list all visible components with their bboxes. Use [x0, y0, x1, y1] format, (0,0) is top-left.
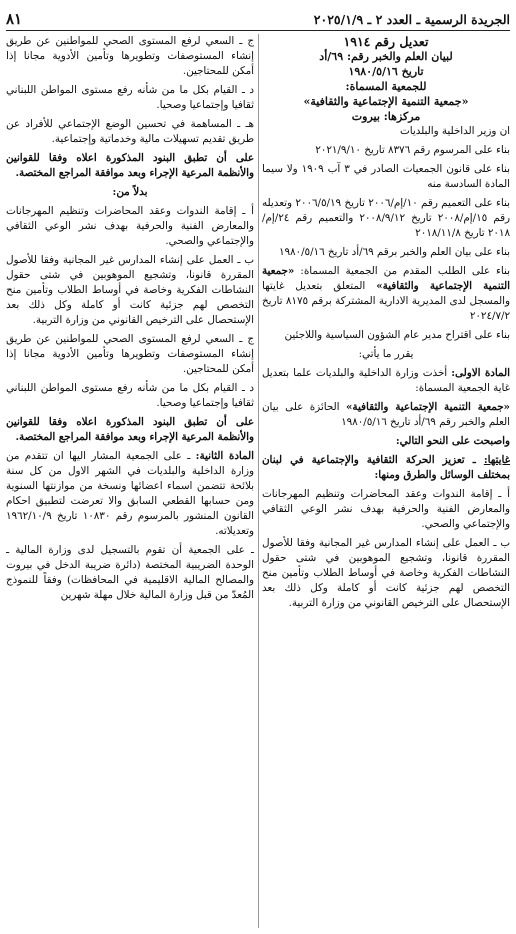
list-item: ج ـ السعي لرفع المستوى الصحي للمواطنين عن طريق إنشاء المستوصفات وتطويرها وتأمين الأدوية مجانا إذا أمكن للمحتاجين. [6, 35, 254, 77]
goals [262, 453, 510, 483]
paragraph: بناء على المرسوم رقم ٨٣٧٦ تاريخ ٢٠٢١/٩/١٠ [315, 144, 510, 156]
goals-text: ـ تعزيز الحركة الثقافية والإجتماعية في لبنان بمختلف الوسائل والطرق ومنها: [262, 454, 510, 481]
association-name: «جمعية التنمية الإجتماعية والثقافية» [345, 401, 510, 413]
article-1 [262, 366, 510, 396]
text: المتعلق بتعديل غايتها والمسجل لدى المديرية الادارية المشتركة برقم ٨١٧٥ تاريخ ٢٠٢٤/٧/٢ [262, 280, 510, 322]
amendment-line: تاريخ ١٩٨٠/٥/١٦ [348, 65, 424, 78]
note: على أن تطبق البنود المذكورة اعلاه وفقا للقوانين والأنظمة المرعية الإجراء وبعد موافقة المراجع المختصة. [6, 152, 254, 179]
note: على أن تطبق البنود المذكورة اعلاه وفقا للقوانين والأنظمة المرعية الإجراء وبعد موافقة المراجع المختصة. [6, 416, 254, 443]
list-item: د ـ القيام بكل ما من شأنه رفع مستوى المواطن اللبناني ثقافيا وإجتماعيا وصحيا. [6, 84, 254, 111]
list-item: أ ـ إقامة الندوات وعقد المحاضرات وتنظيم المهرجانات والمعارض الفنية والحرفية بهدف نشر الوعي الثقافي والإجتماعي والصحي. [262, 488, 510, 530]
list-item: ج ـ السعي لرفع المستوى الصحي للمواطنين عن طريق إنشاء المستوصفات وتطويرها وتأمين الأدوية مجانا إذا أمكن للمحتاجين. [6, 333, 254, 375]
amendment-line: للجمعية المسماة: [345, 80, 427, 93]
article-label: المادة الاولى: [451, 367, 510, 379]
amendment-line: «جمعية التنمية الإجتماعية والثقافية» [303, 95, 469, 108]
paragraph: واصبحت على النحو التالي: [395, 435, 510, 447]
paragraph [262, 264, 510, 324]
right-column [262, 34, 510, 928]
list-item: د ـ القيام بكل ما من شأنه رفع مستوى المواطن اللبناني ثقافيا وإجتماعيا وصحيا. [6, 382, 254, 409]
text: الحائزة على بيان العلم والخبر رقم ٦٩/أد تاريخ ١٩٨٠/٥/١٦ [262, 401, 510, 428]
column-divider [258, 34, 259, 928]
text: بناء على الطلب المقدم من الجمعية المسماة: [300, 265, 510, 277]
amendment-title: تعديل رقم ١٩١٤ [343, 34, 429, 49]
amendment-line: لبيان العلم والخبر رقم: ٦٩/أد [319, 50, 453, 63]
gazette-title: الجريدة الرسمية ـ العدد ٢ ـ ٢٠٢٥/١/٩ [313, 12, 510, 27]
article-label: المادة الثانية: [195, 450, 254, 462]
instead-heading: بدلاً من: [112, 186, 148, 198]
amendment-heading [262, 34, 510, 124]
paragraph: بناء على اقتراح مدير عام الشؤون السياسية واللاجئين [284, 329, 510, 341]
left-column [6, 34, 254, 928]
article-text: ـ على الجمعية المشار اليها ان تتقدم من وزارة الداخلية والبلديات في الشهر الاول من كل سنة بلائحة تتضمن اسماء اعضائها ونسخة من موازنتها السنوية ومن حسابها القطعي السابق والا تعرضت لتطبيق احكام القانون المنشور بالمرسوم رقم ١٠٨٣٠ تاريخ ١٩٦٢/١٠/٩ وتعديلاته. [6, 450, 254, 537]
article-2 [6, 449, 254, 539]
paragraph: ـ على الجمعية أن تقوم بالتسجيل لدى وزارة المالية ـ الوحدة الضريبية المختصة (دائرة ضريبة الدخل في بيروت والمصالح المالية الاقليمية في المحافظات) وفقاً للنموذج المُعدّ من قبل وزارة المالية خلال مهلة شهرين [6, 544, 254, 601]
paragraph: بناء على التعميم رقم ١٠/إم/٢٠٠٦ تاريخ ٢٠٠٦/٥/١٩ وتعديله رقم ١٥/إم/٢٠٠٨ تاريخ ٢٠٠٨/٩/١٢ والتعميم رقم ٢٤/إم/٢٠١٨ تاريخ ٢٠١٨/١١/٨ [262, 197, 510, 239]
list-item: ب ـ العمل على إنشاء المدارس غير المجانية وفقا للأصول المقررة قانونا، وتشجيع الموهوبين في شتى حقول النشاطات الفكرية وخاصة في أوساط الطلاب وتأمين منح التخصص لهم جزئية كانت أو كاملة وكل ذلك بعد الإستحصال على الترخيص القانوني من وزارة التربية. [6, 254, 254, 326]
paragraph: بناء على قانون الجمعيات الصادر في ٣ آب ١٩٠٩ ولا سيما المادة السادسة منه [262, 163, 510, 190]
paragraph: ان وزير الداخلية والبلديات [400, 125, 510, 137]
list-item: ب ـ العمل على إنشاء المدارس غير المجانية وفقا للأصول المقررة قانونا، وتشجيع الموهوبين في شتى حقول النشاطات الفكرية وخاصة في أوساط الطلاب وتأمين منح التخصص لهم جزئية كانت أو كاملة وكل ذلك بعد الإستحصال على الترخيص القانوني من وزارة التربية. [262, 537, 510, 609]
page-number: ٨١ [6, 10, 23, 28]
association-name: «جمعية التنمية الإجتماعية والثقافية» [262, 265, 510, 292]
list-item: أ ـ إقامة الندوات وعقد المحاضرات وتنظيم المهرجانات والمعارض الفنية والحرفية بهدف نشر الوعي الثقافي والإجتماعي والصحي. [6, 205, 254, 247]
paragraph: بناء على بيان العلم والخبر برقم ٦٩/أد تاريخ ١٩٨٠/٥/١٦ [278, 246, 510, 258]
page-header [6, 4, 510, 31]
list-item: هـ ـ المساهمة في تحسين الوضع الإجتماعي للأفراد عن طريق تقديم تسهيلات مالية وخدماتية وإجتماعية. [6, 118, 254, 145]
article-text: أخذت وزارة الداخلية والبلديات علما بتعديل غاية الجمعية المسماة: [262, 367, 510, 394]
paragraph [262, 400, 510, 430]
goals-label: غايتها: [483, 454, 510, 466]
paragraph: يقرر ما يأتي: [358, 348, 414, 360]
amendment-line: مركزها: بيروت [351, 110, 421, 123]
